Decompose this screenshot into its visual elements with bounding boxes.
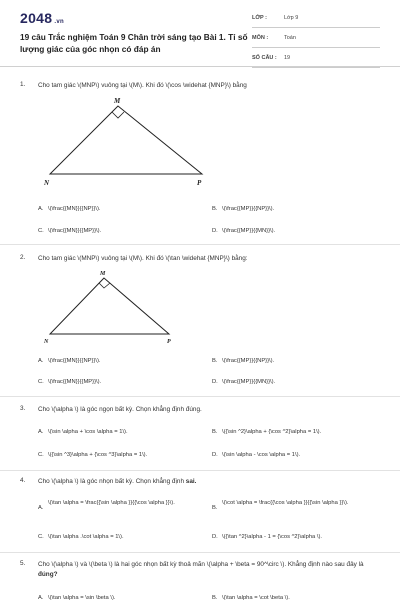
meta-label: LỚP : [252,15,267,21]
option-label: D. [212,379,218,385]
question-emphasis: đúng? [38,571,58,578]
option-text: \(\sin \alpha - \cos \alpha = 1\). [222,452,301,458]
question-4 [20,477,385,547]
meta-grade [252,14,380,28]
option-label: D. [212,228,218,234]
option-label: A. [38,595,44,601]
option-text: \(\frac{{MN}}{{MP}}\). [48,379,102,385]
question-number: 1. [20,81,26,88]
triangle-shape [50,106,202,174]
question-text-main: Cho \(\alpha \) là góc nhọn bất kỳ. Chọn khẳng định [38,478,186,485]
question-text: Cho tam giác \(MNP\) vuông tại \(M\). Khi đó \(\cos \widehat {MNP}\) bằng [38,82,247,89]
option-label: A. [38,429,44,435]
question-separator [0,396,400,397]
triangle-figure [36,93,211,187]
option-text: \(\frac{{MN}}{{NP}}\). [48,358,101,364]
option-text: \(\frac{{MN}}{{MP}}\). [48,228,102,234]
logo-suffix: .vn [54,19,64,25]
option-label: B. [212,358,218,364]
option-label: C. [38,379,44,385]
question-number: 4. [20,477,26,484]
question-emphasis: sai. [185,478,197,485]
option-text: \(\cot \alpha = \frac{{\cos \alpha }}{{\sin \alpha }}\). [222,500,349,506]
right-angle-mark [99,283,110,288]
option-text: \({\sin ^2}\alpha + {\cos ^2}\alpha = 1\). [222,429,322,435]
option-label: A. [38,358,44,364]
triangle-figure [38,265,183,345]
vertex-label-m: M [114,97,121,105]
option-text: \(\tan \alpha = \cot \beta \). [222,595,290,601]
option-label: B. [212,206,218,212]
option-text: \(\tan \alpha = \frac{{\sin \alpha }}{{\cos \alpha }}\). [48,500,175,506]
vertex-label-m: M [100,271,106,277]
option-text: \({\sin ^3}\alpha + {\cos ^3}\alpha = 1\). [48,452,148,458]
document-title: 19 câu Trắc nghiệm Toán 9 Chân trời sáng tạo Bài 1. Tỉ số lượng giác của góc nhọn có đáp án [20,32,248,54]
vertex-label-n: N [44,179,50,187]
option-text: \(\sin \alpha + \cos \alpha = 1\). [48,429,128,435]
option-label: A. [38,206,44,212]
vertex-label-p: P [167,339,171,345]
logo-text: 2048 [20,10,53,26]
question-text-main: Cho \(\alpha \) và \(\beta \) là hai góc nhọn bất kỳ thoả mãn \(\alpha + \beta = 90^\circ \). Khẳng định nào sau đây là [38,561,364,568]
meta-subject [252,34,380,48]
meta-value: Toán [284,35,296,41]
option-text: \(\frac{{MP}}{{MN}}\). [222,228,276,234]
option-label: D. [212,452,218,458]
site-logo[interactable] [20,10,64,26]
option-text: \(\frac{{MP}}{{NP}}\). [222,358,275,364]
option-text: \(\tan \alpha .\cot \alpha = 1\). [48,534,124,540]
document-header [0,0,400,66]
question-number: 2. [20,254,26,261]
meta-label: MÔN : [252,35,269,41]
vertex-label-p: P [197,179,202,187]
option-label: B. [212,595,218,601]
question-text [38,477,383,487]
question-text: Cho \(\alpha \) là góc ngọn bất kỳ. Chọn khẳng định đúng. [38,406,202,413]
question-number: 3. [20,405,26,412]
option-text: \(\tan \alpha = \sin \beta \). [48,595,116,601]
right-angle-mark [112,112,124,118]
question-number: 5. [20,560,26,567]
question-1 [20,81,385,241]
question-text [38,560,383,580]
meta-label: SỐ CÂU : [252,55,277,61]
question-text: Cho tam giác \(MNP\) vuông tại \(M\). Khi đó \(\tan \widehat {MNP}\) bằng: [38,255,248,262]
option-label: D. [212,534,218,540]
question-separator [0,244,400,245]
triangle-shape [50,278,169,334]
option-text: \({\tan ^2}\alpha - 1 = {\cos ^2}\alpha \). [222,534,323,540]
question-2 [20,254,385,394]
option-label: C. [38,228,44,234]
option-label: C. [38,452,44,458]
question-separator [0,470,400,471]
option-text: \(\frac{{MP}}{{NP}}\). [222,206,275,212]
meta-value: 19 [284,55,291,61]
question-5 [20,560,385,600]
header-divider [0,66,400,67]
option-label: A. [38,505,44,511]
vertex-label-n: N [44,339,49,345]
option-label: B. [212,505,218,511]
question-separator [0,552,400,553]
option-label: B. [212,429,218,435]
meta-value: Lớp 9 [284,15,299,21]
option-text: \(\frac{{MP}}{{MN}}\). [222,379,276,385]
option-label: C. [38,534,44,540]
document-meta [252,14,380,74]
question-3 [20,405,385,465]
option-text: \(\frac{{MN}}{{NP}}\). [48,206,101,212]
